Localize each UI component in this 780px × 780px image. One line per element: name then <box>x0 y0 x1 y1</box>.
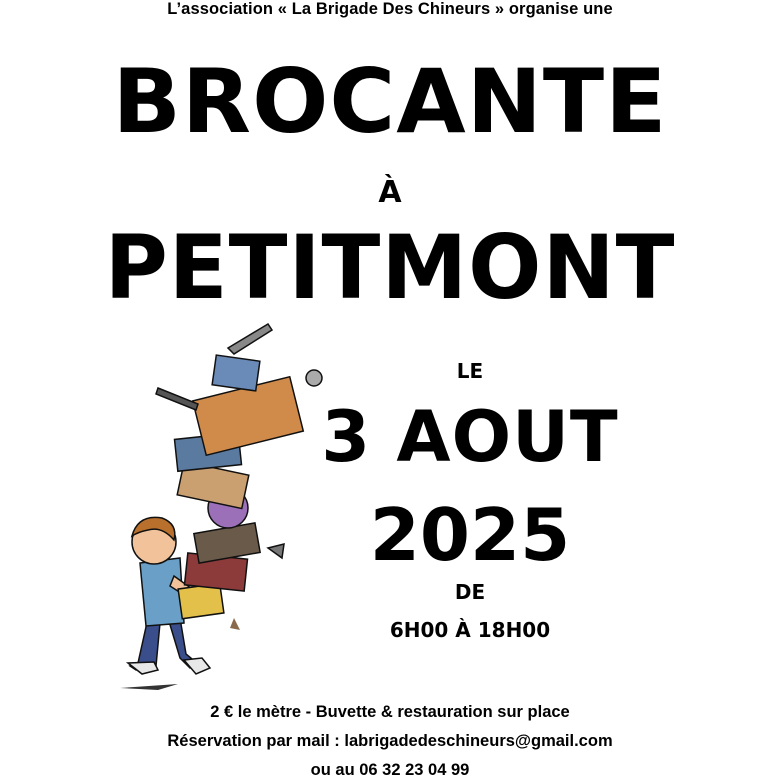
le-label: LE <box>456 359 484 383</box>
event-year: 2025 <box>369 493 571 577</box>
reservation-phone: ou au 06 32 23 04 99 <box>310 761 470 779</box>
title-brocante: BROCANTE <box>112 50 668 153</box>
event-hours: 6H00 À 18H00 <box>389 618 551 642</box>
price-info: 2 € le mètre - Buvette & restauration sur place <box>210 703 570 721</box>
event-date: 3 AOUT <box>321 396 619 478</box>
intro-text: L’association « La Brigade Des Chineurs » organise une <box>167 0 613 18</box>
title-a: À <box>378 175 402 210</box>
boy-carrying-stack-illustration <box>118 318 333 698</box>
reservation-email: Réservation par mail : labrigadedeschineurs@gmail.com <box>167 732 613 750</box>
title-petitmont: PETITMONT <box>104 216 676 319</box>
de-label: DE <box>454 580 486 604</box>
